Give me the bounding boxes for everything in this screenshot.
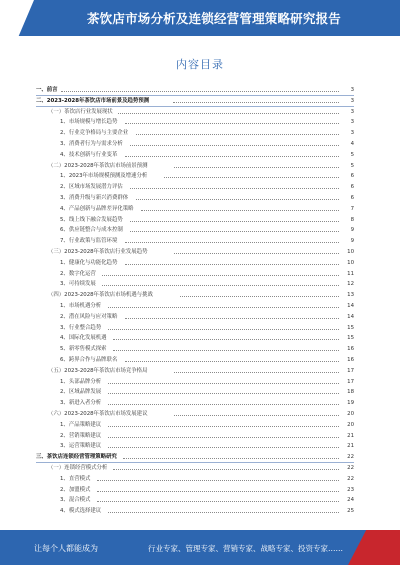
toc-entry-label: 3、混合模式 [60, 497, 91, 504]
toc-entry[interactable] [36, 226, 354, 235]
toc-entry[interactable] [36, 378, 354, 387]
toc-page-number: 8 [350, 216, 354, 223]
toc-entry[interactable] [36, 410, 354, 419]
toc-entry-label: 1、直营模式 [60, 475, 91, 482]
toc-leader-dots [102, 285, 339, 286]
toc-page-number: 15 [347, 324, 354, 331]
toc-page-number: 3 [350, 97, 354, 104]
toc-entry-label: 三、茶饮店连锁经营管理策略研究 [36, 454, 117, 461]
toc-page-number: 22 [347, 465, 354, 471]
table-of-contents [36, 86, 354, 518]
toc-page-number: 3 [350, 119, 354, 126]
toc-entry-label: 4、模式选择建议 [60, 508, 102, 515]
toc-heading: 内容目录 [176, 58, 224, 71]
toc-entry-label: 6、供应链整合与成本控制 [60, 227, 123, 234]
toc-leader-dots [108, 393, 339, 394]
toc-entry-label: 4、技术创新与行业变革 [60, 151, 118, 158]
toc-leader-dots [130, 231, 339, 232]
toc-entry[interactable] [36, 302, 354, 311]
report-header [0, 0, 400, 36]
toc-leader-dots [136, 199, 339, 200]
toc-leader-dots [136, 134, 339, 135]
toc-entry-label: 3、新进入者分析 [60, 400, 102, 407]
toc-entry-label: 3、行业整合趋势 [60, 324, 102, 331]
toc-leader-dots [125, 264, 339, 265]
toc-page-number: 23 [347, 486, 354, 493]
toc-page-number: 15 [347, 335, 354, 342]
toc-entry[interactable] [36, 324, 354, 333]
toc-page-number: 4 [350, 141, 354, 147]
toc-entry-label: 3、可持续发展 [60, 281, 96, 288]
toc-page-number: 16 [347, 346, 354, 353]
toc-leader-dots [97, 491, 339, 492]
toc-entry[interactable] [36, 345, 354, 354]
toc-page-number: 20 [347, 421, 354, 428]
toc-leader-dots [125, 156, 339, 157]
toc-leader-dots [125, 123, 339, 124]
toc-page-number: 6 [350, 173, 354, 180]
toc-page-number: 9 [350, 238, 354, 245]
toc-page-number: 17 [347, 378, 354, 385]
toc-entry[interactable] [36, 86, 354, 96]
toc-entry-label: 2、营销策略建议 [60, 432, 102, 439]
toc-entry-label: 2、区域品牌发展 [60, 389, 102, 396]
toc-page-number: 19 [347, 400, 354, 407]
toc-entry-label: 7、行业政策与监管环境 [60, 238, 118, 245]
toc-entry[interactable] [36, 507, 354, 516]
toc-page-number: 14 [347, 303, 354, 309]
toc-page-number: 25 [347, 508, 354, 515]
toc-entry-label: 1、市场规模与增长趋势 [60, 119, 118, 126]
toc-leader-dots [108, 447, 339, 448]
toc-entry[interactable] [36, 388, 354, 397]
toc-page-number: 11 [347, 270, 354, 277]
toc-entry-label: 一、前言 [36, 87, 58, 93]
toc-page-number: 5 [350, 151, 354, 158]
header-corner-tab [0, 0, 34, 36]
toc-entry[interactable] [36, 194, 354, 203]
report-footer [0, 530, 400, 565]
toc-page-number: 21 [347, 443, 354, 450]
toc-entry[interactable] [36, 453, 354, 463]
toc-page-number: 22 [347, 475, 354, 482]
toc-leader-dots [97, 501, 339, 502]
toc-page-number: 10 [347, 259, 354, 266]
report-title: 茶饮店市场分析及连锁经营管理策略研究报告 [86, 11, 341, 26]
toc-entry[interactable] [36, 432, 354, 441]
toc-page-number: 3 [350, 108, 354, 115]
toc-entry[interactable] [36, 475, 354, 484]
toc-leader-dots [113, 339, 339, 340]
footer-slogan: 行业专家、管理专家、营销专家、战略专家、投资专家…… [148, 544, 343, 553]
toc-leader-dots [97, 480, 339, 481]
toc-entry-label: 4、国际化发展机遇 [60, 335, 107, 342]
toc-leader-dots [174, 167, 339, 168]
toc-entry-label: 3、运营策略建议 [60, 443, 102, 450]
toc-leader-dots [130, 221, 339, 222]
toc-leader-dots [125, 361, 339, 362]
toc-leader-dots [61, 91, 339, 92]
toc-entry[interactable] [36, 270, 354, 279]
toc-entry[interactable] [36, 259, 354, 268]
toc-entry[interactable] [36, 356, 354, 365]
toc-entry[interactable] [36, 216, 354, 225]
toc-page-number: 24 [347, 497, 354, 504]
toc-entry-label: 1、头部品牌分析 [60, 378, 102, 385]
toc-entry-label: （三）2023-2028年茶饮店行业发展趋势 [48, 249, 148, 255]
toc-entry[interactable] [36, 162, 354, 171]
toc-entry[interactable] [36, 129, 354, 138]
toc-entry-label: （二）2023-2028年茶饮店市场前景预测 [48, 162, 148, 169]
toc-entry[interactable] [36, 291, 354, 300]
toc-entry-label: （一）茶饮店行业发展现状 [48, 108, 113, 115]
toc-entry-label: 2、行业竞争格局与主要企业 [60, 130, 129, 137]
toc-entry[interactable] [36, 151, 354, 160]
toc-leader-dots [173, 102, 339, 103]
toc-page-number: 6 [350, 184, 354, 191]
toc-entry-label: 5、新零售模式探索 [60, 346, 107, 353]
toc-page-number: 20 [347, 411, 354, 417]
toc-entry[interactable] [36, 334, 354, 343]
toc-leader-dots [108, 307, 339, 308]
toc-leader-dots [108, 329, 339, 330]
toc-leader-dots [141, 210, 339, 211]
toc-entry[interactable] [36, 486, 354, 495]
toc-leader-dots [130, 145, 339, 146]
toc-page-number: 6 [350, 195, 354, 201]
toc-leader-dots [125, 318, 339, 319]
toc-entry[interactable] [36, 183, 354, 192]
toc-page-number: 14 [347, 313, 354, 320]
toc-entry[interactable] [36, 442, 354, 451]
toc-entry-label: 2、潜在风险与应对策略 [60, 313, 118, 320]
toc-entry[interactable] [36, 118, 354, 127]
toc-leader-dots [174, 372, 339, 373]
toc-leader-dots [113, 350, 339, 351]
toc-leader-dots [125, 242, 339, 243]
toc-entry-label: 1、2023年市场规模预测及增速分析 [60, 173, 148, 180]
toc-entry[interactable] [36, 248, 354, 257]
toc-leader-dots [174, 415, 339, 416]
toc-page-number: 21 [347, 432, 354, 439]
toc-leader-dots [174, 253, 339, 254]
toc-leader-dots [130, 188, 339, 189]
toc-entry[interactable] [36, 280, 354, 289]
toc-entry-label: （五）2023-2028年茶饮店市场竞争格局 [48, 367, 148, 374]
toc-entry-label: （四）2023-2028年茶饮店市场机遇与挑战 [48, 292, 153, 299]
toc-page-number: 3 [350, 87, 354, 93]
toc-leader-dots [113, 469, 339, 470]
toc-leader-dots [108, 437, 339, 438]
toc-page-number: 22 [347, 454, 354, 461]
toc-entry-label: 2、区域市场发展潜力评估 [60, 184, 123, 191]
toc-leader-dots [164, 177, 339, 178]
toc-entry[interactable] [36, 172, 354, 181]
toc-entry-label: 4、产品创新与品牌差异化策略 [60, 205, 134, 212]
toc-entry-label: 1、健康化与功能化趋势 [60, 259, 118, 266]
toc-entry[interactable] [36, 140, 354, 149]
toc-entry[interactable] [36, 313, 354, 322]
toc-page-number: 10 [347, 249, 354, 255]
toc-page-number: 5 [350, 162, 354, 169]
toc-leader-dots [102, 275, 339, 276]
toc-entry-label: 二、2023-2028年茶饮店市场前景及趋势预测 [36, 97, 150, 104]
toc-page-number: 18 [347, 389, 354, 396]
toc-leader-dots [108, 512, 339, 513]
toc-page-number: 13 [347, 292, 354, 299]
toc-page-number: 17 [347, 367, 354, 374]
toc-entry-label: 3、消费升级与新兴消费群体 [60, 195, 129, 201]
toc-page-number: 9 [350, 227, 354, 234]
toc-page-number: 12 [347, 281, 354, 288]
footer-corner-tab [348, 530, 400, 565]
toc-entry[interactable] [36, 421, 354, 430]
toc-page-number: 7 [350, 205, 354, 212]
toc-leader-dots [118, 113, 339, 114]
toc-leader-dots [180, 296, 339, 297]
toc-entry-label: （一）连锁经营模式分析 [48, 465, 108, 471]
toc-entry[interactable] [36, 399, 354, 408]
toc-entry-label: 1、市场机遇分析 [60, 303, 102, 309]
toc-entry-label: 2、加盟模式 [60, 486, 91, 493]
toc-page-number: 16 [347, 357, 354, 363]
toc-entry-label: 2、数字化运营 [60, 270, 96, 277]
toc-entry[interactable] [36, 108, 354, 117]
toc-leader-dots [108, 383, 339, 384]
footer-text: 让每个人都能成为 [34, 544, 98, 553]
toc-entry-label: 5、线上线下融合发展趋势 [60, 216, 123, 223]
toc-entry[interactable] [36, 496, 354, 505]
toc-entry-label: 1、产品策略建议 [60, 421, 102, 428]
toc-entry[interactable] [36, 464, 354, 473]
toc-entry-label: （六）2023-2028年茶饮店市场发展建议 [48, 411, 148, 417]
toc-entry-label: 3、消费者行为与需求分析 [60, 141, 123, 147]
toc-entry[interactable] [36, 237, 354, 246]
toc-leader-dots [108, 404, 339, 405]
toc-entry-label: 6、跨界合作与品牌联名 [60, 357, 118, 363]
toc-page-number: 3 [350, 130, 354, 137]
toc-entry[interactable] [36, 97, 354, 107]
toc-entry[interactable] [36, 205, 354, 214]
toc-entry[interactable] [36, 367, 354, 376]
toc-leader-dots [123, 458, 339, 459]
toc-leader-dots [108, 426, 339, 427]
